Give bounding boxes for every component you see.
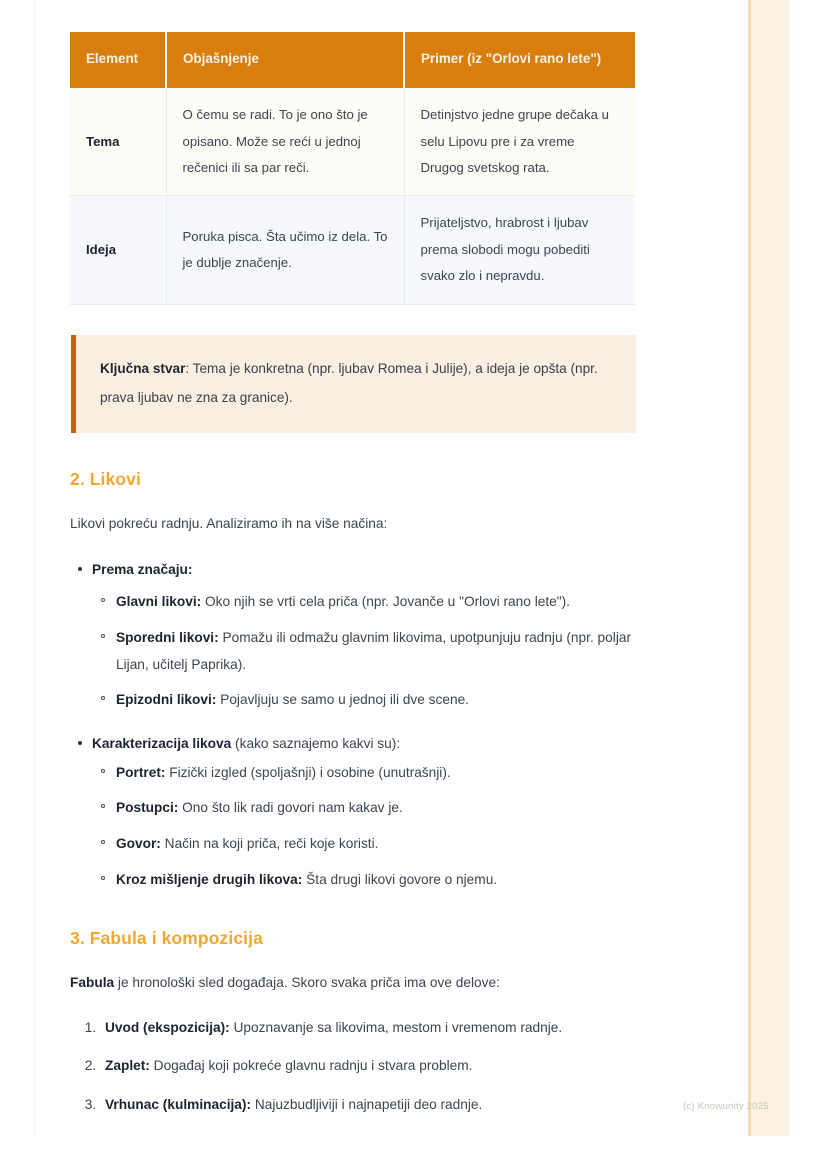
sublist-item-label: Govor:: [116, 836, 161, 852]
section3-intro-bold: Fabula: [70, 974, 115, 990]
sublist: [92, 589, 636, 714]
ordered-item-text: Događaj koji pokreće glavnu radnju i stvara problem.: [149, 1058, 473, 1074]
ordered-item-text: Upoznavanje sa likovima, mestom i vremenom radnje.: [229, 1020, 563, 1036]
list-item: [92, 558, 636, 714]
section-heading-likovi: 2. Likovi: [70, 469, 141, 490]
sublist-item-text: Ono što lik radi govori nam kakav je.: [178, 800, 403, 816]
table-cell-element: Ideja: [70, 196, 166, 304]
section3-intro: [70, 972, 636, 995]
key-takeaway-callout: [71, 335, 636, 433]
list-item: [116, 687, 636, 714]
table-row: [70, 88, 635, 196]
right-side-panel: [748, 0, 790, 1136]
section-heading-fabula: 3. Fabula i kompozicija: [70, 927, 263, 948]
list-item-label: Prema značaju:: [92, 561, 193, 577]
list-item: [100, 1016, 636, 1039]
sublist-item-label: Postupci:: [116, 800, 179, 816]
list-item: [92, 732, 636, 893]
list-item: [116, 589, 636, 616]
ordered-item-text: Najuzbudljiviji i najnapetiji deo radnje.: [251, 1096, 483, 1112]
callout-label: Ključna stvar: [100, 360, 186, 376]
list-item: [116, 795, 636, 822]
table-cell-explanation: Poruka pisca. Šta učimo iz dela. To je dublje značenje.: [166, 196, 404, 304]
list-item-label: Karakterizacija likova: [92, 736, 232, 752]
table-cell-explanation: O čemu se radi. To je ono što je opisano. Može se reći u jednoj rečenici ili sa par reči.: [166, 88, 404, 196]
table-header-explanation: Objašnjenje: [166, 32, 404, 88]
sublist-item-text: Način na koji priča, reči koje koristi.: [160, 836, 379, 852]
section2-intro: Likovi pokreću radnju. Analiziramo ih na više načina:: [70, 516, 388, 532]
likovi-list: [70, 558, 636, 894]
ordered-item-label: Uvod (ekspozicija):: [105, 1020, 230, 1036]
sublist-item-label: Portret:: [116, 764, 166, 780]
section3-intro-rest: je hronološki sled događaja. Skoro svaka priča ima ove delove:: [114, 974, 500, 990]
ordered-item-label: Zaplet:: [105, 1058, 150, 1074]
table-row: [70, 196, 635, 304]
sublist-item-text: Pomažu ili odmažu glavnim likovima, upotpunjuju radnju (npr. poljar Lijan, učitelj Paprika).: [116, 629, 632, 672]
list-item-tail: (kako saznajemo kakvi su):: [231, 736, 401, 752]
list-item: [100, 1093, 636, 1116]
sublist-item-text: Šta drugi likovi govore o njemu.: [302, 871, 498, 887]
element-explanation-table: [70, 32, 635, 305]
list-item: [116, 867, 636, 894]
table-cell-example: Detinjstvo jedne grupe dečaka u selu Lipovu pre i za vreme Drugog svetskog rata.: [404, 88, 635, 196]
sublist-item-label: Epizodni likovi:: [116, 692, 217, 708]
list-item: [116, 625, 636, 678]
table-cell-example: Prijateljstvo, hrabrost i ljubav prema slobodi mogu pobediti svako zlo i nepravdu.: [404, 196, 635, 304]
document-content: [70, 0, 636, 1131]
sublist-item-label: Glavni likovi:: [116, 594, 202, 610]
sublist-item-label: Sporedni likovi:: [116, 629, 219, 645]
sublist-item-text: Pojavljuju se samo u jednoj ili dve scene.: [216, 692, 469, 708]
table-cell-element: Tema: [70, 88, 166, 196]
ordered-item-label: Vrhunac (kulminacija):: [105, 1096, 252, 1112]
copyright-watermark: (c) Knowunity 2025: [683, 1101, 769, 1112]
list-item: [116, 831, 636, 858]
callout-text: : Tema je konkretna (npr. ljubav Romea i Julije), a ideja je opšta (npr. prava ljubav ne zna za granice).: [100, 360, 598, 405]
table-header-element: Element: [70, 32, 166, 88]
list-item: [116, 760, 636, 787]
sublist-item-text: Oko njih se vrti cela priča (npr. Jovanče u "Orlovi rano lete").: [201, 594, 570, 610]
sublist: [92, 760, 636, 894]
table-header-row: [70, 32, 635, 88]
table-header-example: Primer (iz "Orlovi rano lete"): [404, 32, 635, 88]
sublist-item-text: Fizički izgled (spoljašnji) i osobine (unutrašnji).: [165, 764, 451, 780]
sublist-item-label: Kroz mišljenje drugih likova:: [116, 871, 303, 887]
list-item: [100, 1054, 636, 1077]
fabula-ordered-list: [70, 1016, 636, 1116]
table-wrapper: [70, 0, 636, 305]
